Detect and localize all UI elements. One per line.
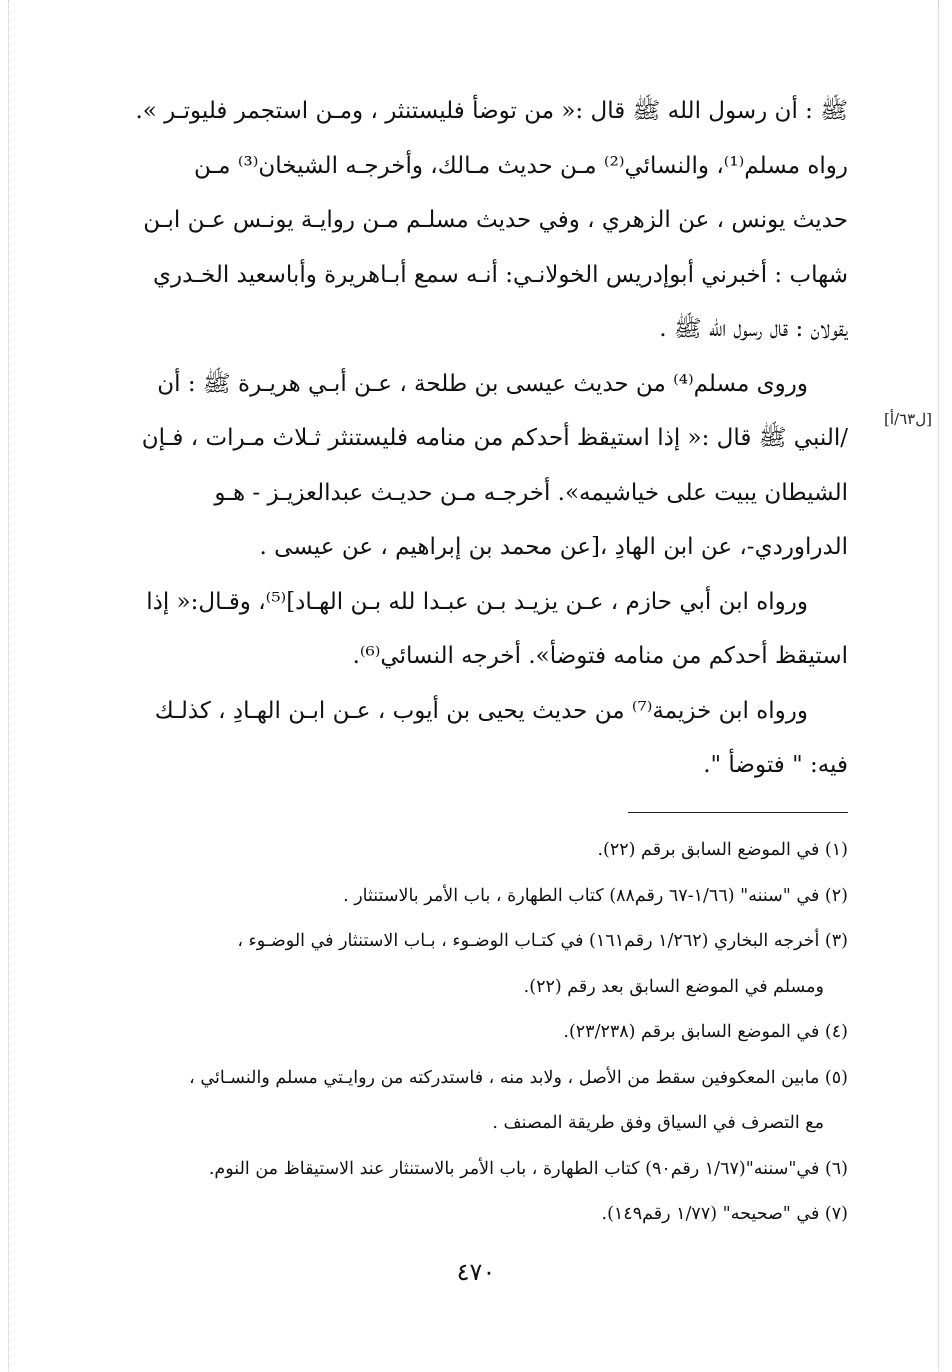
text-line: يقولان : قال رسول الله ﷺ . bbox=[659, 316, 848, 342]
footnote-line: (٥) مابين المعكوفين سقط من الأصل ، ولابد منه ، فاستدركته من روايـتي مسلم والنسـائي ، bbox=[189, 1067, 848, 1088]
footnote-line: مع التصرف في السياق وفق طريقة المصنف . bbox=[492, 1113, 824, 1133]
text-line: الدراوردي-، عن ابن الهادِ ،[عن محمد بن إبراهيم ، عن عيسى . bbox=[259, 534, 848, 560]
text-line: شهاب : أخبرني أبوإدريس الخولانـي: أنـه سمع أبـاهريرة وأباسعيد الخـدري bbox=[153, 261, 848, 288]
text-line: ورواه ابن خزيمة⁽⁷⁾ من حديث يحيى بن أيوب ، عـن ابـن الهـادِ ، كذلـك bbox=[154, 697, 808, 724]
footnote-line: ومسلم في الموضع السابق بعد رقم (٢٢). bbox=[523, 976, 824, 997]
text-line: استيقظ أحدكم من منامه فتوضأ». أخرجه النسائي⁽⁶⁾. bbox=[352, 643, 848, 669]
footnote-line: (٧) في "صحيحه" (١/٧٧ رقم١٤٩). bbox=[601, 1204, 848, 1224]
manuscript-folio-marker: [ل٦٣/أ] bbox=[884, 410, 932, 428]
scan-border-right bbox=[938, 0, 939, 1372]
text-line: الشيطان يبيت على خياشيمه». أخرجـه مـن حديـث عبدالعزيـز - هـو bbox=[214, 479, 848, 506]
text-line: ﷺ : أن رسول الله ﷺ قال :« من توضأ فليستنثر ، ومـن استجمر فليوتـر ». bbox=[135, 98, 848, 124]
footnote-line: (٣) أخرجه البخاري (١/٢٦٢ رقم١٦١) في كتـاب الوضـوء ، بـاب الاستنثار في الوضـوء ، bbox=[237, 931, 848, 951]
text-line: فيه: " فتوضأ ". bbox=[703, 752, 848, 778]
text-line: حديث يونس ، عن الزهري ، وفي حديث مسلـم مـن روايـة يونـس عـن ابـن bbox=[143, 207, 848, 233]
footnote-line: (٦) في"سننه"(١/٦٧ رقم٩٠) كتاب الطهارة ، باب الأمر بالاستنثار عند الاستيقاظ من النوم. bbox=[208, 1158, 848, 1179]
footnotes-section bbox=[128, 828, 848, 1238]
scan-border-left bbox=[8, 0, 9, 1372]
text-line: رواه مسلم⁽¹⁾، والنسائي⁽²⁾ مـن حديث مـالك، وأخرجـه الشيخان⁽³⁾ مـن bbox=[193, 152, 848, 179]
main-text-body bbox=[128, 84, 848, 793]
text-line: وروى مسلم⁽⁴⁾ من حديث عيسى بن طلحة ، عـن أبـي هريـرة ﷺ : أن bbox=[157, 370, 808, 397]
text-line: /النبي ﷺ قال :« إذا استيقظ أحدكم من منامه فليستنثر ثـلاث مـرات ، فـإن bbox=[141, 425, 848, 451]
page-number: ٤٧٠ bbox=[456, 1258, 496, 1286]
footnote-line: (٤) في الموضع السابق برقم (٢٣/٢٣٨). bbox=[563, 1022, 848, 1042]
text-line: ورواه ابن أبي حازم ، عـن يزيـد بـن عبـدا لله بـن الهـاد]⁽⁵⁾، وقـال:« إذا bbox=[146, 588, 808, 615]
footnote-separator bbox=[628, 812, 848, 813]
footnote-line: (٢) في "سننه" (١/٦٦-٦٧ رقم٨٨) كتاب الطهارة ، باب الأمر بالاستنثار . bbox=[343, 885, 848, 906]
footnote-line: (١) في الموضع السابق برقم (٢٢). bbox=[597, 840, 848, 860]
